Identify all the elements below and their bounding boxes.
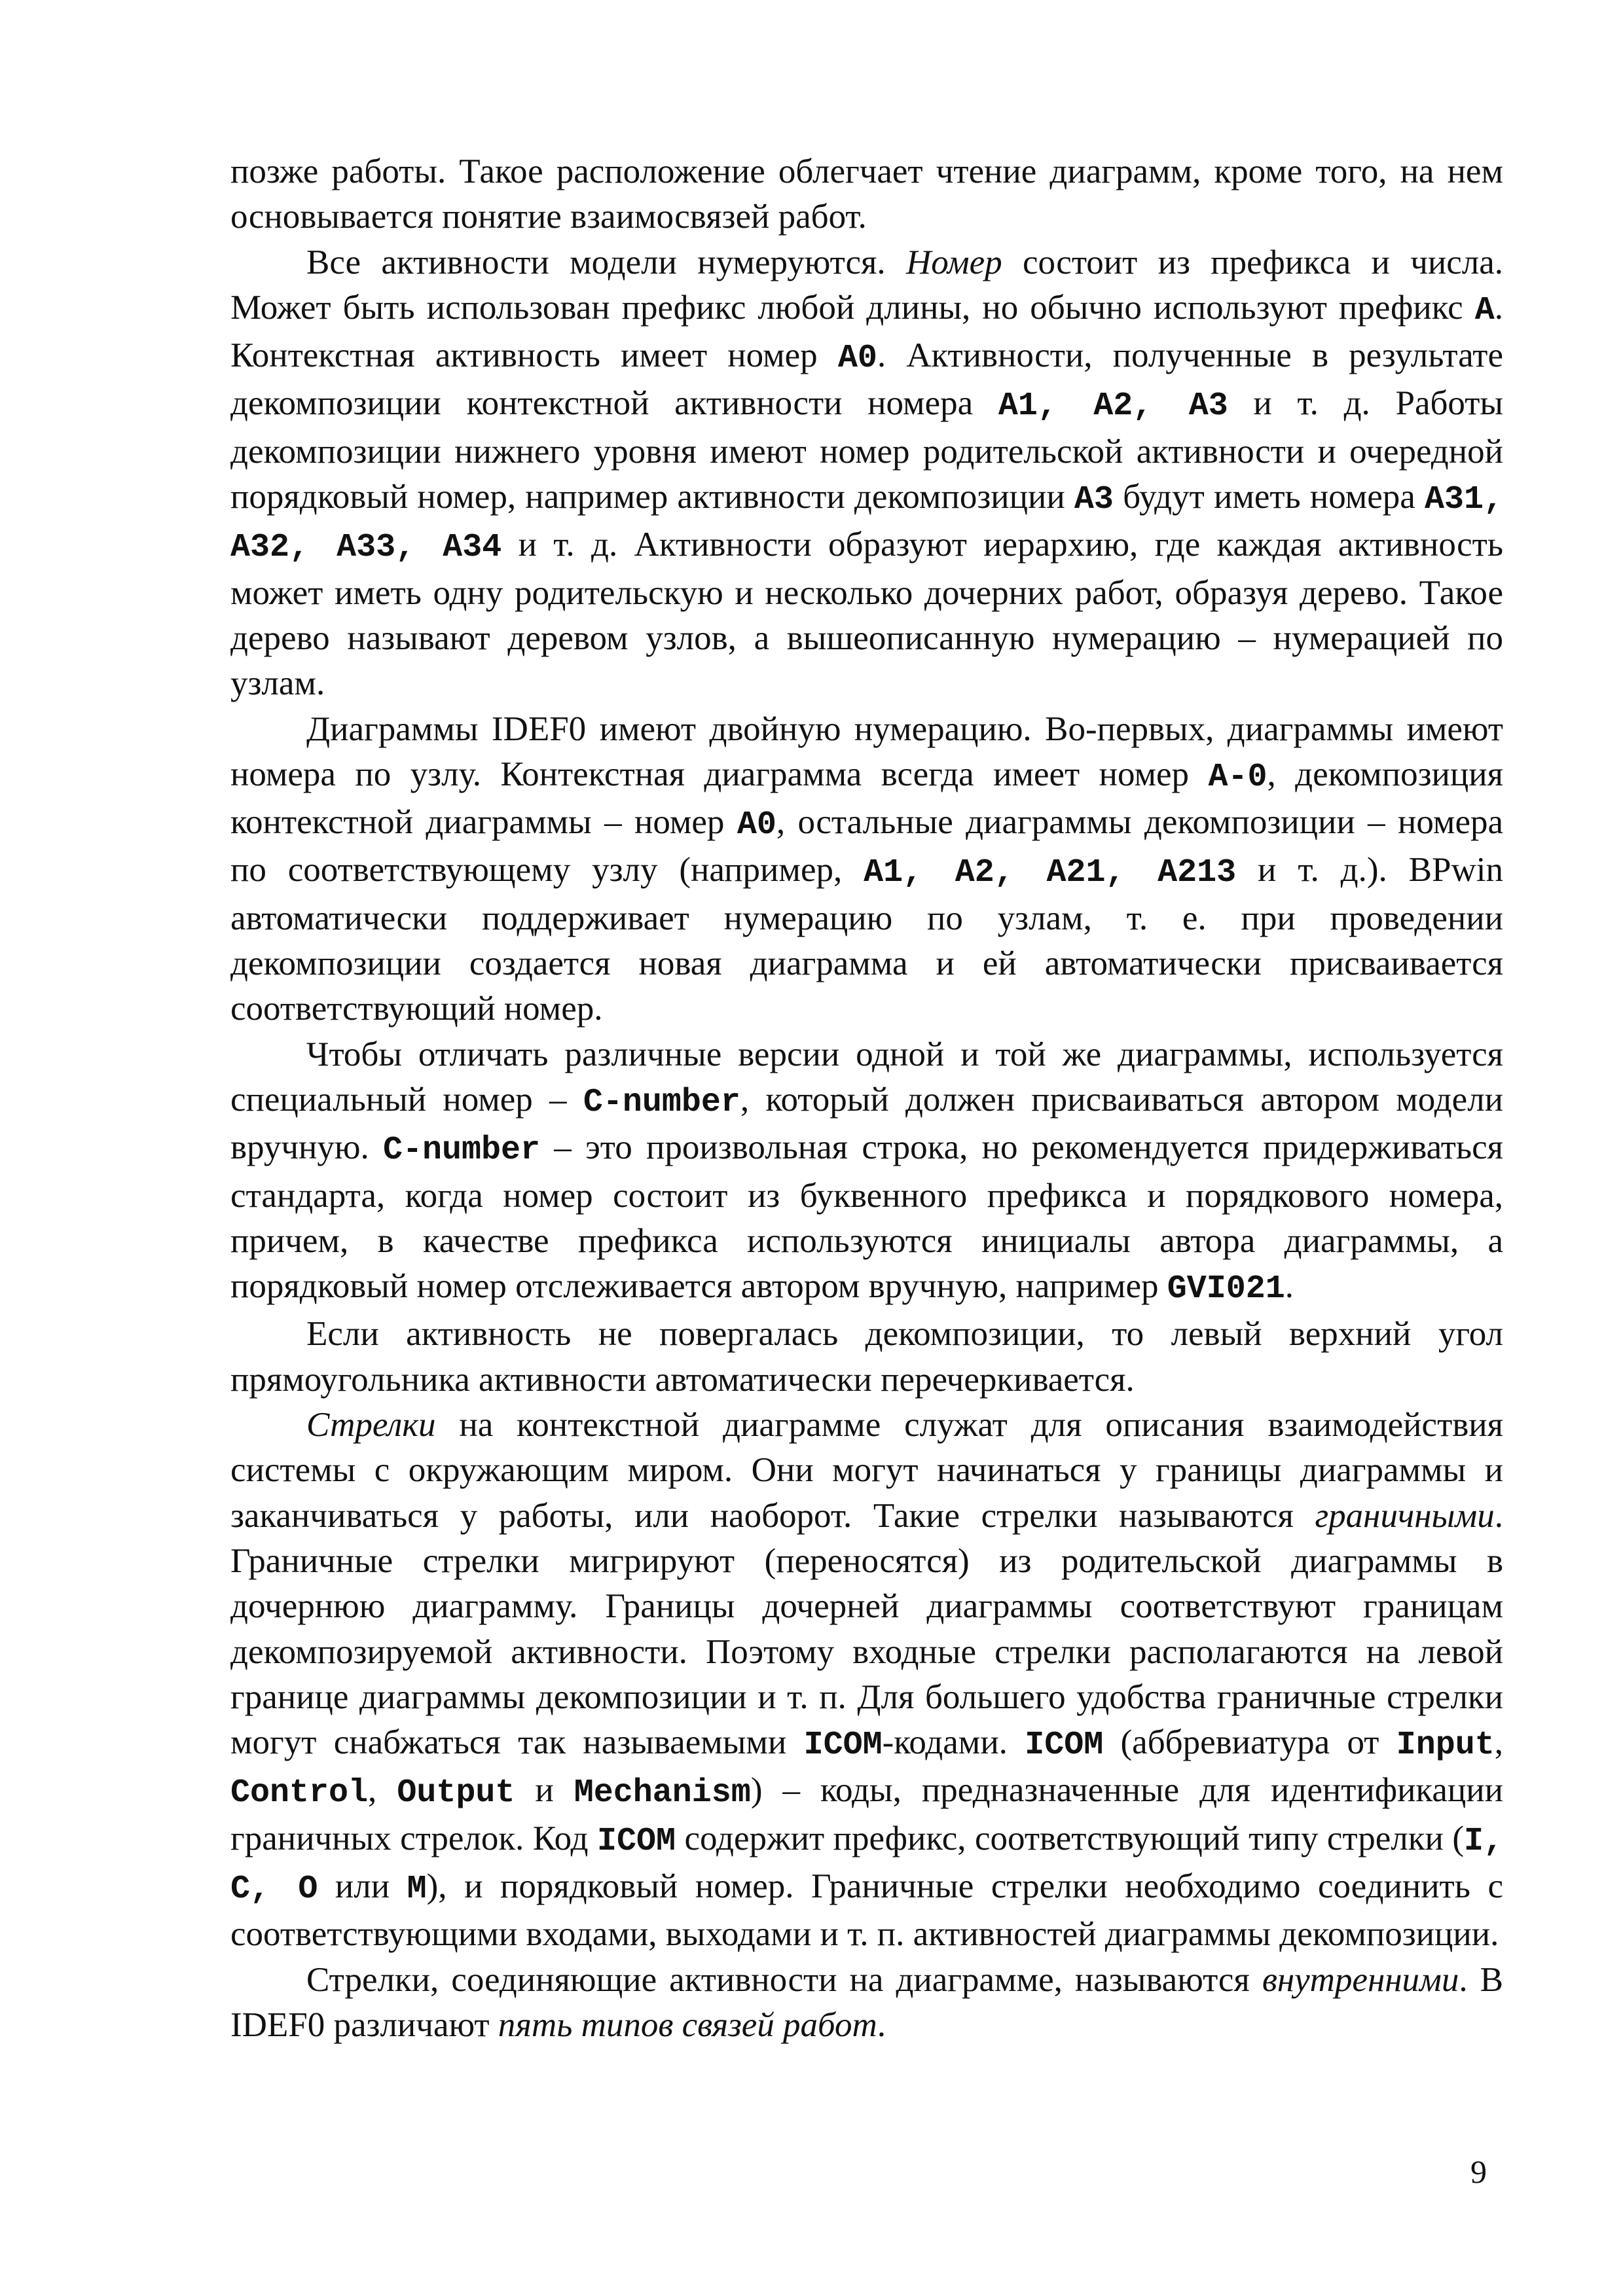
code-a31-a34: A31, A32, A33, A34 xyxy=(230,481,1503,567)
paragraph-5 xyxy=(230,1312,1503,1403)
code-mechanism: Mechanism xyxy=(574,1774,751,1812)
term-internal: внутренними xyxy=(1262,1960,1459,1999)
code-gvi021: GVI021 xyxy=(1167,1270,1285,1308)
paragraph-1-text: позже работы. Такое расположение облегчает чтение диаграмм, кроме того, на нем основывается понятие взаимосвязей работ. xyxy=(230,152,1503,236)
page-number: 9 xyxy=(1470,2153,1487,2190)
code-node-examples: A1, A2, A21, A213 xyxy=(864,854,1237,892)
term-five-link-types: пять типов связей работ xyxy=(498,2005,877,2044)
code-input: Input xyxy=(1396,1727,1495,1765)
paragraph-5-text: Если активность не повергалась декомпозиции, то левый верхний угол прямоугольника активности автоматически перечеркивается. xyxy=(230,1315,1503,1399)
code-prefix: A xyxy=(1474,291,1495,329)
term-arrows: Стрелки xyxy=(306,1406,436,1444)
term-boundary: граничными xyxy=(1315,1496,1495,1535)
code-icom: ICOM xyxy=(597,1822,676,1860)
paragraph-3: Диаграммы IDEF0 имеют двойную нумерацию. Во-первых, диаграммы имеют номера по узлу. Контекстная диаграмма всегда имеет номер A-0, декомпозиция контекстной диаграммы – номер A0, остальные диаграммы декомпозиции – номера по соответствующему узлу (например, A1, A2, A21, A213 и т. д.). BPwin автоматически поддерживает нумерацию по узлам, т. е. при проведении декомпозиции создается новая диаграмма и ей автоматически присваивается соответствующий номер. xyxy=(230,709,1503,1028)
code-m: M xyxy=(407,1870,427,1908)
paragraph-4: Чтобы отличать различные версии одной и той же диаграммы, используется специальный номер – C-number, который должен присваиваться автором модели вручную. C-number – это произвольная строка, но рекомендуется придерживаться стандарта, когда номер состоит из буквенного префикса и порядкового номера, причем, в качестве префикса используются инициалы автора диаграммы, а порядковый номер отслеживается автором вручную, например GVI021. xyxy=(230,1035,1504,1308)
term-number: Номер xyxy=(906,243,1002,281)
code-control: Control xyxy=(230,1774,369,1812)
paragraph-7: Стрелки, соединяющие активности на диаграмме, называются внутренними. В IDEF0 различают пять типов связей работ. xyxy=(230,1960,1503,2044)
code-output: Output xyxy=(397,1774,515,1812)
paragraph-6: Стрелки на контекстной диаграмме служат для описания взаимодействия системы с окружающим миром. Они могут начинаться у границы диаграммы и заканчиваться у работы, или наоборот. Такие стрелки называются граничными. Граничные стрелки мигрируют (переносятся) из родительской диаграммы в дочернюю диаграмму. Границы дочерней диаграммы соответствуют границам декомпозируемой активности. Поэтому входные стрелки располагаются на левой границе диаграммы декомпозиции и т. п. Для большего удобства граничные стрелки могут снабжаться так называемыми ICOM-кодами. ICOM (аббревиатура от Input, Control, Output и Mechanism) – коды, предназначенные для идентификации граничных стрелок. Код ICOM содержит префикс, соответствующий типу стрелки (I, C, O или M), и порядковый номер. Граничные стрелки необходимо соединить с соответствующими входами, выходами и т. п. активностей диаграммы декомпозиции. xyxy=(230,1406,1503,1954)
code-c-number: C-number xyxy=(583,1083,740,1121)
code-a1-a3: A1, A2, A3 xyxy=(998,387,1228,425)
code-icom: ICOM xyxy=(1025,1727,1104,1765)
code-a-minus-0: A-0 xyxy=(1208,758,1267,796)
code-c-number: C-number xyxy=(382,1132,541,1170)
code-i-c-o: I, C, O xyxy=(230,1822,1503,1908)
code-a3: A3 xyxy=(1074,481,1114,519)
body-text xyxy=(230,149,1503,2048)
code-a0: A0 xyxy=(737,806,776,844)
code-icom: ICOM xyxy=(803,1727,883,1765)
paragraph-1 xyxy=(230,149,1503,240)
paragraph-2: Все активности модели нумеруются. Номер состоит из префикса и числа. Может быть использован префикс любой длины, но обычно используют префикс A. Контекстная активность имеет номер A0. Активности, полученные в результате декомпозиции контекстной активности номера A1, A2, A3 и т. д. Работы декомпозиции нижнего уровня имеют номер родительской активности и очередной порядковый номер, например активности декомпозиции A3 будут иметь номера A31, A32, A33, A34 и т. д. Активности образуют иерархию, где каждая активность может иметь одну родительскую и несколько дочерних работ, образуя дерево. Такое дерево называют деревом узлов, а вышеописанную нумерацию – нумерацией по узлам. xyxy=(230,243,1504,703)
code-a0: A0 xyxy=(837,340,877,378)
